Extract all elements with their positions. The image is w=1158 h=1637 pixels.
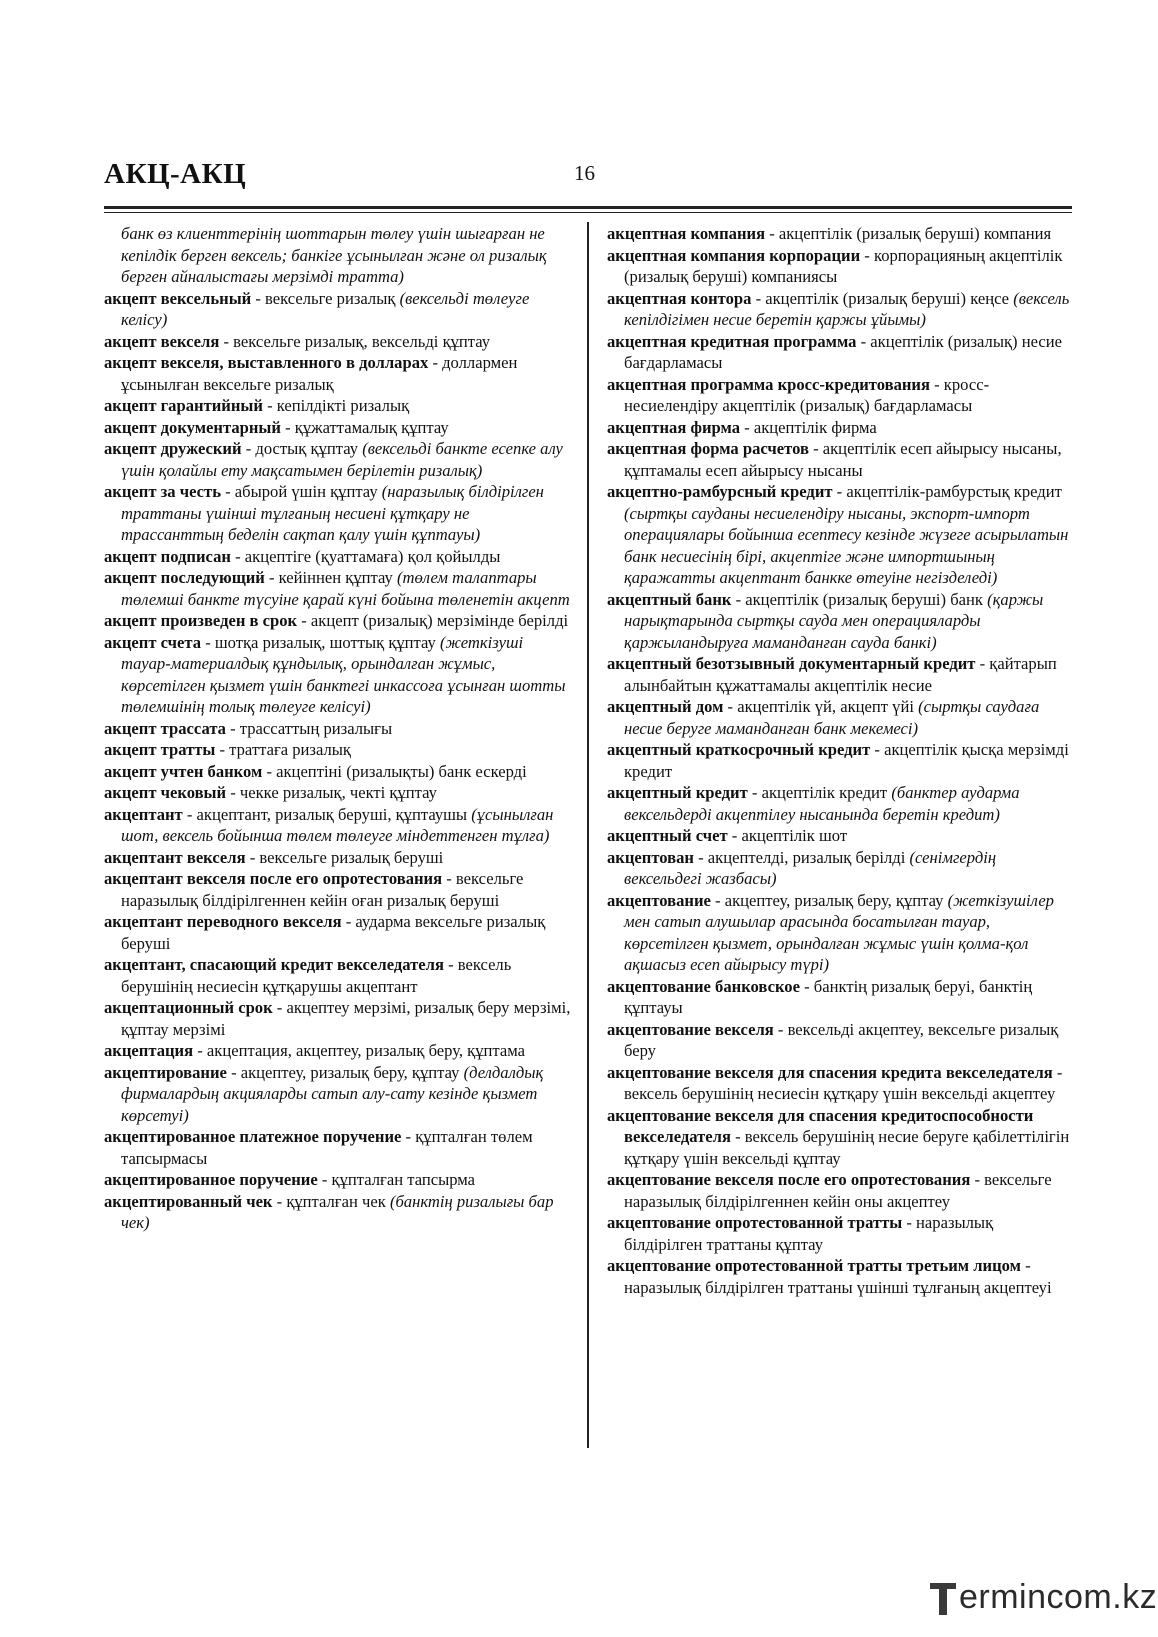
entry-definition: - достық құптау bbox=[241, 439, 363, 458]
dictionary-entry bbox=[104, 997, 572, 1040]
dictionary-entry bbox=[607, 847, 1074, 890]
termincom-logo bbox=[937, 1578, 1157, 1617]
entry-definition: - кросс-несиелендіру акцептілік (ризалық) бағдарламасы bbox=[624, 374, 990, 415]
header-rule-thin bbox=[104, 212, 1072, 213]
entry-definition: - акцептілік (ризалық беруші) компания bbox=[765, 224, 1052, 243]
entry-term: акцепт за честь bbox=[104, 482, 221, 501]
dictionary-entry bbox=[607, 976, 1074, 1019]
entry-definition: - вексель берушінің несие беруге қабілеттілігін құтқару үшін вексельді құптау bbox=[624, 1127, 1070, 1168]
entry-term: акцептированное платежное поручение bbox=[104, 1127, 402, 1146]
entry-definition: - акцептеу мерзімі, ризалық беру мерзімі, құптау мерзімі bbox=[121, 998, 571, 1039]
entry-definition: - чекке ризалық, чекті құптау bbox=[226, 783, 437, 802]
entry-definition: - акцептеу, ризалық беру, құптау bbox=[710, 890, 948, 910]
entry-term: акцептование опротестованной тратты третьим лицом bbox=[607, 1256, 1021, 1275]
entry-term: акцептная кредитная программа bbox=[607, 331, 857, 351]
entry-term: акцептная фирма bbox=[607, 417, 740, 437]
entry-term: акцептование bbox=[607, 890, 711, 910]
dictionary-entry bbox=[607, 481, 1074, 589]
dictionary-entry bbox=[607, 288, 1074, 331]
entry-term: акцепт тратты bbox=[104, 740, 216, 759]
dictionary-entry bbox=[104, 546, 572, 568]
entry-term: акцептный счет bbox=[607, 826, 728, 845]
right-column bbox=[607, 223, 1074, 1298]
entry-definition: - вексельге ризалық, вексельді құптау bbox=[219, 331, 491, 351]
entry-term: акцептование векселя для спасения кредитоспособности векселедателя bbox=[607, 1105, 1034, 1146]
dictionary-entry bbox=[607, 589, 1074, 654]
entry-term: акцептант переводного векселя bbox=[104, 912, 342, 931]
entry-term: акцепт векселя bbox=[104, 331, 220, 351]
entry-definition: - қайтарып алынбайтын құжаттамалы акцептілік несие bbox=[624, 654, 1057, 695]
entry-definition: - акцептіні (ризалықты) банк ескерді bbox=[262, 761, 527, 781]
entry-term: акцептант векселя после его опротестования bbox=[104, 869, 443, 888]
entry-note: (вексель кепілдігімен несие беретін қаржы ұйымы) bbox=[624, 288, 1070, 329]
dictionary-entry bbox=[104, 1040, 572, 1062]
page-number: 16 bbox=[574, 161, 595, 185]
entry-definition: - акцептілік фирма bbox=[740, 417, 877, 437]
dictionary-entry bbox=[607, 245, 1074, 288]
dictionary-entry bbox=[104, 804, 572, 847]
entry-definition: - вексельге наразылық білдірілгеннен кейін оған ризалық беруші bbox=[121, 869, 524, 910]
entry-definition: - вексельге ризалық bbox=[251, 288, 400, 308]
entry-definition: - трассаттың ризалығы bbox=[225, 718, 393, 738]
dictionary-entry bbox=[104, 632, 572, 718]
dictionary-entry bbox=[104, 911, 572, 954]
left-column bbox=[104, 223, 572, 1234]
entry-term: акцептированный чек bbox=[104, 1191, 273, 1211]
entry-term: акцептант bbox=[104, 804, 183, 824]
entry-definition: - вексель берушінің несиесін құтқарушы акцептант bbox=[121, 955, 512, 996]
entry-term: акцепт подписан bbox=[104, 546, 231, 566]
dictionary-entry bbox=[607, 1062, 1074, 1105]
entry-definition: - құпталған чек bbox=[272, 1191, 390, 1211]
dictionary-entry bbox=[607, 1169, 1074, 1212]
entry-term: акцептование векселя для спасения кредита векселедателя bbox=[607, 1062, 1053, 1082]
entry-note: (төлем талаптары төлемші банкте түсуіне қарай күні бойына төленетін акцепт bbox=[121, 568, 570, 609]
dictionary-entry bbox=[607, 331, 1074, 374]
entry-definition: - абырой үшін құптау bbox=[220, 482, 382, 501]
entry-term: акцептант, спасающий кредит векселедателя bbox=[104, 955, 444, 974]
entry-note: (сыртқы сауданы несиелендіру нысаны, экспорт-импорт операциялары бойынша есептесу кезінде жүзеге асырылатын банк несиесінің бірі, акцептіге және импортшының қаражатты акцептант банкке өтеуіне негізделеді) bbox=[624, 503, 1069, 587]
entry-term: акцептная программа кросс-кредитования bbox=[607, 374, 930, 394]
dictionary-entry bbox=[104, 352, 572, 395]
entry-term: акцептирование bbox=[104, 1062, 227, 1082]
entry-term: акцептация bbox=[104, 1041, 194, 1060]
entry-term: акцептная форма расчетов bbox=[607, 439, 809, 458]
entry-definition: - құжаттамалық құптау bbox=[280, 417, 449, 437]
entry-term: акцепт вексельный bbox=[104, 288, 252, 308]
entry-definition: - акцептілік (ризалық) несие бағдарламасы bbox=[624, 331, 1062, 372]
entry-note: банк өз клиенттерінің шоттарын төлеу үшін шығарған не кепілдік берген вексель; банкіге ұсынылған және ол ризалық берген айналыстағы мерзімді тратта) bbox=[121, 224, 547, 286]
dictionary-entry bbox=[607, 1019, 1074, 1062]
entry-note: (банктер аударма вексельдерді акцептілеу нысанында беретін кредит) bbox=[624, 783, 1020, 824]
entry-definition: - акцептілік есеп айырысу нысаны, құптамалы есеп айырысу нысаны bbox=[624, 439, 1062, 480]
dictionary-entry bbox=[607, 1255, 1074, 1298]
page-header-title: АКЦ-АКЦ bbox=[104, 158, 247, 190]
dictionary-entry bbox=[104, 1062, 572, 1127]
entry-term: акцептный дом bbox=[607, 697, 724, 716]
entry-note: (вексельді төлеуге келісу) bbox=[121, 288, 530, 329]
dictionary-entry bbox=[104, 567, 572, 610]
dictionary-entry bbox=[104, 1191, 572, 1234]
entry-definition: - акцептация, акцептеу, ризалық беру, құптама bbox=[193, 1041, 525, 1060]
entry-definition: - акцептілік қысқа мерзімді кредит bbox=[624, 740, 1069, 781]
entry-note: (банктің ризалығы бар чек) bbox=[121, 1191, 554, 1232]
dictionary-entry bbox=[104, 954, 572, 997]
entry-term: акцептный банк bbox=[607, 589, 732, 609]
dictionary-entry bbox=[104, 610, 572, 632]
entry-note: (сенімгердің вексельдегі жазбасы) bbox=[624, 847, 997, 888]
dictionary-entry bbox=[104, 739, 572, 761]
entry-definition: - банктің ризалық беруі, банктің құптауы bbox=[624, 976, 1033, 1017]
dictionary-entry bbox=[607, 1212, 1074, 1255]
entry-definition: - вексельді акцептеу, вексельге ризалық беру bbox=[624, 1019, 1059, 1060]
entry-definition: - траттаға ризалық bbox=[215, 740, 351, 759]
entry-term: акцепт трассата bbox=[104, 718, 226, 738]
dictionary-entry bbox=[607, 696, 1074, 739]
dictionary-entry bbox=[607, 374, 1074, 417]
entry-note: (жеткізуші тауар-материалдық құндылық, орындалған жұмыс, көрсетілген қызмет үшін банктегі инкассоға ұсынған шотты төлемшінің толық төлеуге келісуі) bbox=[121, 632, 566, 716]
entry-definition: - акцептілік (ризалық беруші) кеңсе bbox=[751, 288, 1014, 308]
entry-term: акцептная контора bbox=[607, 288, 752, 308]
entry-note: (наразылық білдірілген траттаны үшінші тұлғаның несиені құтқару не трассанттың беделін сақтап қалу үшін құптауы) bbox=[121, 482, 544, 544]
entry-term: акцепт последующий bbox=[104, 568, 265, 587]
entry-term: акцепт векселя, выставленного в долларах bbox=[104, 353, 429, 372]
dictionary-entry bbox=[607, 438, 1074, 481]
entry-definition: - вексельге ризалық беруші bbox=[245, 847, 444, 867]
entry-term: акцептный безотзывный документарный кредит bbox=[607, 654, 976, 673]
dictionary-entry bbox=[104, 331, 572, 353]
dictionary-entry bbox=[104, 438, 572, 481]
entry-definition: - акцептілік (ризалық беруші) банк bbox=[731, 589, 988, 609]
entry-note: (делдалдық фирмалардың акцияларды сатып алу-сату кезінде қызмет көрсетуі) bbox=[121, 1062, 544, 1125]
entry-definition: - доллармен ұсынылған вексельге ризалық bbox=[121, 353, 518, 394]
dictionary-entry bbox=[104, 223, 572, 288]
entry-definition: - акцептілік шот bbox=[727, 826, 848, 845]
entry-term: акцептование банковское bbox=[607, 976, 800, 996]
dictionary-entry bbox=[607, 739, 1074, 782]
entry-term: акцептированное поручение bbox=[104, 1170, 318, 1189]
entry-definition: - құпталған төлем тапсырмасы bbox=[121, 1127, 533, 1168]
entry-definition: - акцептант, ризалық беруші, құптаушы bbox=[182, 804, 472, 824]
entry-term: акцепт счета bbox=[104, 632, 202, 652]
dictionary-entry bbox=[607, 825, 1074, 847]
dictionary-entry bbox=[104, 868, 572, 911]
entry-term: акцептная компания корпорации bbox=[607, 245, 861, 265]
dictionary-entry bbox=[104, 481, 572, 546]
entry-definition: - акцептілік кредит bbox=[747, 783, 892, 802]
dictionary-entry bbox=[104, 1169, 572, 1191]
entry-note: (ұсынылған шот, вексель бойынша төлем төлеуге міндеттенген тұлға) bbox=[121, 804, 554, 845]
entry-note: (қаржы нарықтарында сыртқы сауда мен операцияларды қаржыландыруға маманданған сауда банкі) bbox=[624, 589, 1044, 652]
entry-term: акцептная компания bbox=[607, 224, 766, 243]
dictionary-entry bbox=[104, 288, 572, 331]
entry-term: акцептование векселя после его опротестования bbox=[607, 1170, 971, 1189]
dictionary-entry bbox=[607, 223, 1074, 245]
entry-definition: - кепілдікті ризалық bbox=[262, 396, 410, 415]
entry-definition: - акцептеу, ризалық беру, құптау bbox=[226, 1062, 464, 1082]
entry-term: акцептационный срок bbox=[104, 998, 273, 1017]
entry-note: (жеткізушілер мен сатып алушылар арасында босатылған тауар, көрсетілген қызмет, орындалған жұмыс үшін қолма-қол ақшасыз есеп айырысу түрі) bbox=[624, 890, 1054, 974]
entry-term: акцепт учтен банком bbox=[104, 761, 263, 781]
entry-term: акцепт чековый bbox=[104, 783, 227, 802]
dictionary-entry bbox=[607, 890, 1074, 976]
dictionary-entry bbox=[607, 417, 1074, 439]
dictionary-entry bbox=[104, 782, 572, 804]
dictionary-entry bbox=[104, 417, 572, 439]
entry-note: (вексельді банкте есепке алу үшін қолайлы ету мақсатымен берілетін ризалық) bbox=[121, 439, 563, 480]
entry-term: акцепт документарный bbox=[104, 417, 281, 437]
entry-term: акцептно-рамбурсный кредит bbox=[607, 482, 833, 501]
entry-term: акцептован bbox=[607, 847, 694, 867]
entry-definition: - вексель берушінің несиесін құтқару үшін вексельді акцептеу bbox=[624, 1062, 1063, 1103]
entry-term: акцептование векселя bbox=[607, 1019, 774, 1039]
entry-definition: - наразылық білдірілген траттаны үшінші тұлғаның акцептеуі bbox=[624, 1256, 1052, 1297]
logo-t-icon bbox=[929, 1581, 957, 1617]
dictionary-entry bbox=[104, 847, 572, 869]
dictionary-entry bbox=[104, 718, 572, 740]
dictionary-entry bbox=[104, 761, 572, 783]
entry-definition: - акцептелді, ризалық берілді bbox=[693, 847, 910, 867]
dictionary-entry bbox=[104, 1126, 572, 1169]
entry-definition: - шотқа ризалық, шоттық құптау bbox=[201, 632, 440, 652]
dictionary-entry bbox=[607, 1105, 1074, 1170]
watermark-text: ermincom.kz bbox=[959, 1578, 1158, 1616]
dictionary-entry bbox=[104, 395, 572, 417]
entry-term: акцепт произведен в срок bbox=[104, 611, 298, 630]
entry-term: акцептование опротестованной тратты bbox=[607, 1213, 903, 1232]
entry-definition: - кейіннен құптау bbox=[264, 568, 397, 587]
entry-definition: - наразылық білдірілген траттаны құптау bbox=[624, 1213, 994, 1254]
entry-definition: - акцепт (ризалық) мерзімінде берілді bbox=[297, 611, 569, 630]
entry-term: акцептный краткосрочный кредит bbox=[607, 740, 871, 759]
column-divider bbox=[587, 222, 589, 1448]
entry-term: акцептный кредит bbox=[607, 783, 748, 802]
entry-definition: - құпталған тапсырма bbox=[317, 1170, 476, 1189]
entry-term: акцепт гарантийный bbox=[104, 396, 263, 415]
entry-term: акцепт дружеский bbox=[104, 439, 242, 458]
entry-definition: - акцептілік-рамбурстық кредит bbox=[832, 482, 1062, 501]
entry-definition: - акцептілік үй, акцепт үйі bbox=[723, 697, 919, 716]
entry-definition: - акцептіге (қуаттамаға) қол қойылды bbox=[230, 546, 501, 566]
entry-definition: - аударма вексельге ризалық беруші bbox=[121, 912, 546, 953]
entry-note: (сыртқы саудаға несие беруге маманданған банк мекемесі) bbox=[624, 697, 1040, 738]
header-rule bbox=[104, 206, 1072, 209]
entry-term: акцептант векселя bbox=[104, 847, 246, 867]
entry-definition: - вексельге наразылық білдірілгеннен кейін оны акцептеу bbox=[624, 1170, 1052, 1211]
entry-definition: - корпорацияның акцептілік (ризалық беруші) компаниясы bbox=[624, 245, 1063, 286]
dictionary-entry bbox=[607, 653, 1074, 696]
dictionary-entry bbox=[607, 782, 1074, 825]
